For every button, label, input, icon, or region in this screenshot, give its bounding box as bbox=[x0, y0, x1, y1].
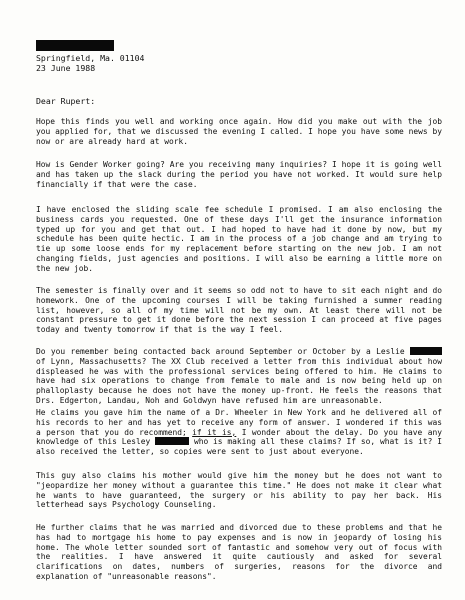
redacted-surname-1 bbox=[410, 347, 442, 355]
sender-city: Springfield, Ma. 01104 bbox=[36, 53, 145, 63]
redacted-surname-2 bbox=[155, 437, 189, 445]
paragraph-2: How is Gender Worker going? Are you receiving many inquiries? I hope it is going well and has taken up the slack during the period you have not worked. It would sure help financially if that were the case. bbox=[36, 160, 442, 189]
paragraph-5-text-a: Do you remember being contacted back around September or October by a Leslie bbox=[36, 347, 405, 356]
paragraph-6 bbox=[36, 408, 442, 457]
paragraph-1: Hope this finds you well and working once again. How did you make out with the job you applied for, that we discussed the evening I called. I hope you have some news by now or are already hard at work. bbox=[36, 117, 442, 146]
paragraph-6-underlined: if it is, bbox=[192, 427, 237, 437]
salutation: Dear Rupert: bbox=[36, 96, 96, 106]
paragraph-3: I have enclosed the sliding scale fee schedule I promised. I am also enclosing the business cards you requested. One of these days I'll get the insurance information typed up for you and get that out. I had hoped to have had it done by now, but my schedule has been quite hectic. I am in the process of a job change and am trying to tie up some loose ends for my replacement before starting on the new job. I am not changing fields, just agencies and positions. I will also be earning a little more on the new job. bbox=[36, 205, 442, 273]
paragraph-7: This guy also claims his mother would give him the money but he does not want to "jeopardize her money without a guarantee this time." He does not make it clear what he wants to have guaranteed, the surgery or his ability to pay her back. His letterhead says Psychology Counseling. bbox=[36, 471, 442, 510]
paragraph-8: He further claims that he was married and divorced due to these problems and that he has had to mortgage his home to pay expenses and is now in jeopardy of losing his home. The whole letter sounded sort of fantastic and somehow very out of focus with the realities. I have answered it quite cautiously and asked for several clarifications on dates, numbers of surgeries, reasons for the divorce and explanation of "unreasonable reasons". bbox=[36, 523, 442, 581]
letter-date: 23 June 1988 bbox=[36, 63, 96, 73]
paragraph-4: The semester is finally over and it seems so odd not to have to sit each night and do homework. One of the upcoming courses I will be taking furnished a summer reading list, however, so all of my time will not be my own. At least there will not be constant pressure to get it done before the next session I can proceed at five pages today and twenty tomorrow if that is the way I feel. bbox=[36, 286, 442, 335]
paragraph-6-text-b: I wonder about the delay. Do you have any knowledge of this Lesley bbox=[36, 427, 442, 447]
redacted-sender-name bbox=[36, 40, 114, 51]
paragraph-6-text-c: who is making all these claims? If so, what is it? I also received the letter, so copies were sent to just about everyone. bbox=[36, 437, 442, 457]
paragraph-5 bbox=[36, 347, 442, 406]
paragraph-6-text-a: He claims you gave him the name of a Dr. Wheeler in New York and he delivered all of his records to her and has yet to receive any form of answer. I wondered if this was a person that you do recommend; bbox=[36, 408, 442, 437]
paragraph-5-text-b: of Lynn, Massachusetts? The XX Club received a letter from this individual about how displeased he was with the professional services being offered to him. He claims to have had six operations to change from female to male and is now being held up on phalloplasty because he does not have the money up-front. He feels the reasons that Drs. Edgerton, Landau, Noh and Goldwyn have refused him are unreasonable. bbox=[36, 356, 442, 405]
